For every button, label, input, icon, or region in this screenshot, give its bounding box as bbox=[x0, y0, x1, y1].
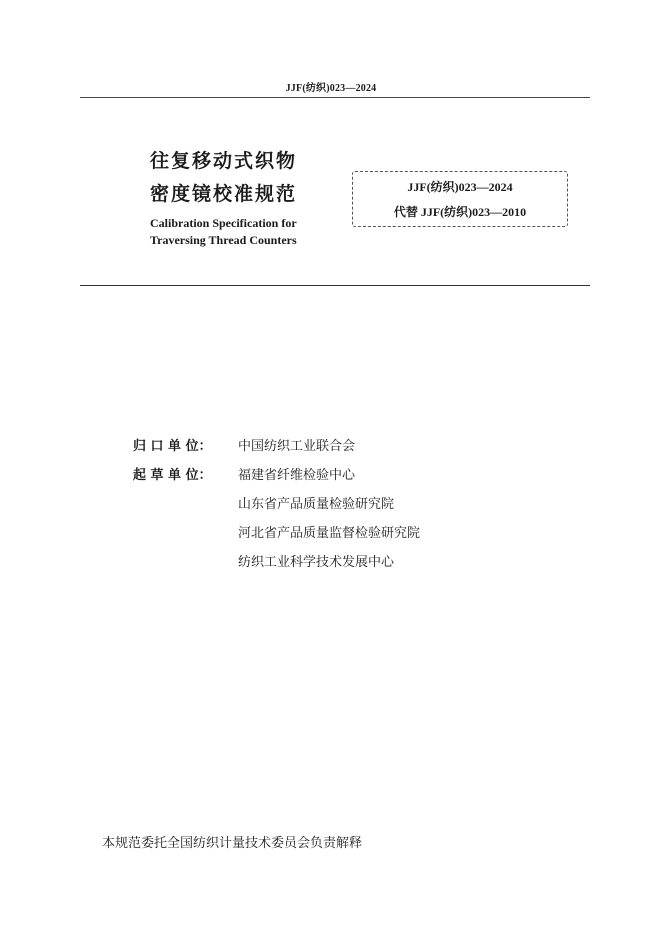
replaced-standard-code: 代替 JJF(纺织)023—2010 bbox=[393, 205, 527, 219]
chinese-title bbox=[150, 145, 297, 211]
standard-code-box bbox=[352, 171, 568, 227]
drafting-unit-value-4: 纺织工业科学技术发展中心 bbox=[238, 555, 395, 570]
responsible-unit-row bbox=[133, 437, 420, 466]
header-divider bbox=[80, 97, 590, 98]
responsible-unit-value: 中国纺织工业联合会 bbox=[238, 439, 356, 454]
drafting-unit-value-2: 山东省产品质量检验研究院 bbox=[238, 497, 395, 512]
drafting-unit-value-3: 河北省产品质量监督检验研究院 bbox=[238, 526, 421, 541]
interpretation-note: 本规范委托全国纺织计量技术委员会负责解释 bbox=[102, 836, 363, 851]
drafting-unit-value-1: 福建省纤维检验中心 bbox=[238, 468, 356, 483]
english-title-line-1: Calibration Specification for bbox=[150, 216, 297, 230]
drafting-unit-row bbox=[133, 466, 420, 495]
drafting-unit-label: 起 草 单 位： bbox=[133, 468, 212, 483]
responsible-units-block bbox=[133, 437, 420, 582]
main-divider bbox=[80, 285, 590, 286]
drafting-unit-row bbox=[133, 495, 420, 524]
header-standard-code: JJF(纺织)023—2024 bbox=[285, 83, 377, 94]
responsible-unit-label: 归 口 单 位： bbox=[133, 439, 212, 454]
drafting-unit-row bbox=[133, 524, 420, 553]
chinese-title-line-2: 密度镜校准规范 bbox=[150, 183, 298, 205]
english-title bbox=[150, 215, 297, 249]
english-title-line-2: Traversing Thread Counters bbox=[150, 233, 297, 247]
standard-code: JJF(纺织)023—2024 bbox=[407, 180, 513, 194]
chinese-title-line-1: 往复移动式织物 bbox=[150, 150, 298, 172]
drafting-unit-row bbox=[133, 553, 420, 582]
